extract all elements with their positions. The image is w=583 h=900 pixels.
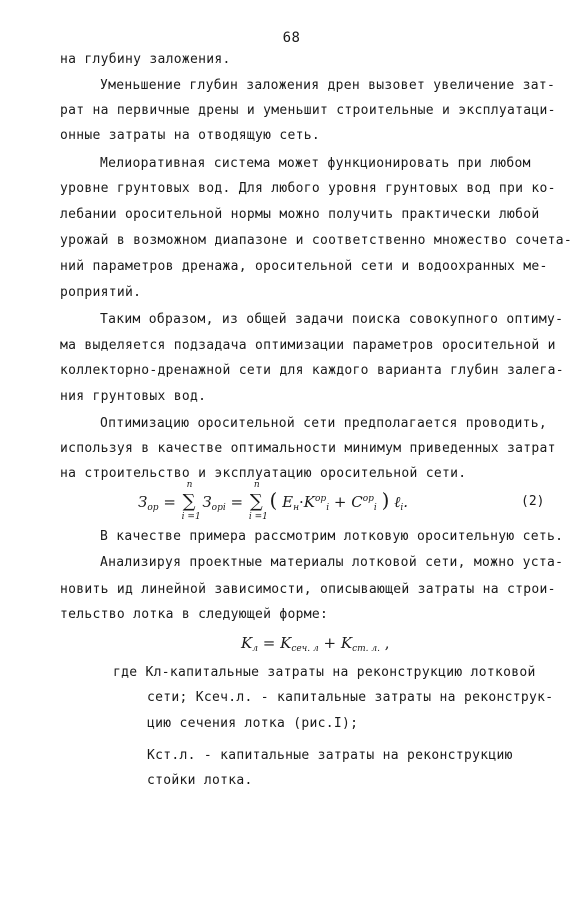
- formula-factor-sub: н: [293, 503, 299, 513]
- text-line: где Кл-капитальные затраты на реконструкцию лотковой: [113, 665, 536, 680]
- formula-factor-sup: ор: [362, 494, 374, 504]
- text-line: коллекторно-дренажной сети для каждого варианта глубин залега-: [60, 363, 564, 378]
- text-line: урожай в возможном диапазоне и соответственно множество сочета-: [60, 233, 572, 248]
- formula-term-sub: ор: [211, 503, 223, 513]
- text-line: онные затраты на отводящую сеть.: [60, 128, 321, 143]
- formula-term: З: [202, 493, 212, 511]
- text-line: используя в качестве оптимальности минимум приведенных затрат: [60, 441, 556, 456]
- formula-2: $З_{ор}$ = ∑ n i =1 $З_{орi}$ = ∑ n i =1 ( $E_н\cdot K^{ор}_i + C^{ор}_i$ ) ℓ$_i$.: [138, 480, 409, 522]
- text-line: ма выделяется подзадача оптимизации параметров оросительной и: [60, 338, 556, 353]
- formula-term-index: i: [222, 503, 226, 513]
- formula-end: .: [403, 493, 409, 511]
- paren-close: ): [381, 488, 390, 512]
- formula-factor: C: [351, 493, 363, 511]
- text-line: на строительство и эксплуатацию оросительной сети.: [60, 466, 467, 481]
- formula-term-sub: сеч. л: [291, 644, 319, 654]
- formula-lhs-sub: л: [252, 644, 258, 654]
- sum-upper-limit: n: [186, 480, 193, 490]
- text-line: лебании оросительной нормы можно получить практически любой: [60, 207, 540, 222]
- formula-term-sub: ст. л.: [352, 644, 380, 654]
- sum-upper-limit: n: [253, 480, 260, 490]
- text-line: тельство лотка в следующей форме:: [60, 607, 329, 622]
- paren-open: (: [269, 488, 278, 512]
- text-line: стойки лотка.: [147, 773, 253, 788]
- text-line: Мелиоративная система может функционировать при любом: [100, 156, 531, 171]
- text-line: Уменьшение глубин заложения дрен вызовет увеличение зат-: [100, 78, 556, 93]
- text-line: новить ид линейной зависимости, описывающей затраты на строи-: [60, 582, 556, 597]
- formula-factor-sup: ор: [315, 494, 327, 504]
- plus-sign: +: [333, 493, 347, 511]
- formula-end: ,: [384, 634, 390, 652]
- sum-lower-limit: i =1: [248, 512, 268, 522]
- sum-symbol: ∑ n i =1: [181, 480, 201, 522]
- text-line: сети; Ксеч.л. - капитальные затраты на реконструк-: [147, 690, 554, 705]
- text-line: уровне грунтовых вод. Для любого уровня грунтовых вод при ко-: [60, 181, 556, 196]
- formula-factor: E: [282, 493, 294, 511]
- formula-lhs: З: [138, 493, 148, 511]
- formula-factor: K: [303, 493, 315, 511]
- formula-factor: ℓ: [394, 493, 401, 511]
- text-line: роприятий.: [60, 285, 142, 300]
- sum-lower-limit: i =1: [181, 512, 201, 522]
- equals-sign: =: [262, 634, 276, 652]
- formula-lhs-sub: ор: [147, 503, 159, 513]
- plus-sign: +: [323, 634, 337, 652]
- formula-lhs: K: [241, 634, 253, 652]
- formula-k: [241, 634, 390, 654]
- text-line: ний параметров дренажа, оросительной сети и водоохранных ме-: [60, 259, 548, 274]
- text-line: Кст.л. - капитальные затраты на реконструкцию: [147, 748, 513, 763]
- text-line: цию сечения лотка (рис.I);: [147, 716, 359, 731]
- text-line: рат на первичные дрены и уменьшит строительные и эксплуатаци-: [60, 103, 556, 118]
- text-line: В качестве примера рассмотрим лотковую оросительную сеть.: [100, 529, 564, 544]
- page-number: 68: [282, 30, 301, 46]
- sum-symbol: ∑ n i =1: [248, 480, 268, 522]
- formula-factor-sub: i: [373, 503, 377, 513]
- text-line: на глубину заложения.: [60, 52, 231, 67]
- formula-term: K: [280, 634, 292, 652]
- formula-factor-sub: i: [400, 503, 404, 513]
- text-line: ния грунтовых вод.: [60, 389, 207, 404]
- text-line: Анализируя проектные материалы лотковой сети, можно уста-: [100, 555, 564, 570]
- equation-number: (2): [521, 494, 545, 509]
- formula-factor-sub: i: [326, 503, 330, 513]
- text-line: Таким образом, из общей задачи поиска совокупного оптиму-: [100, 312, 564, 327]
- text-line: Оптимизацию оросительной сети предполагается проводить,: [100, 416, 547, 431]
- formula-term: K: [340, 634, 353, 652]
